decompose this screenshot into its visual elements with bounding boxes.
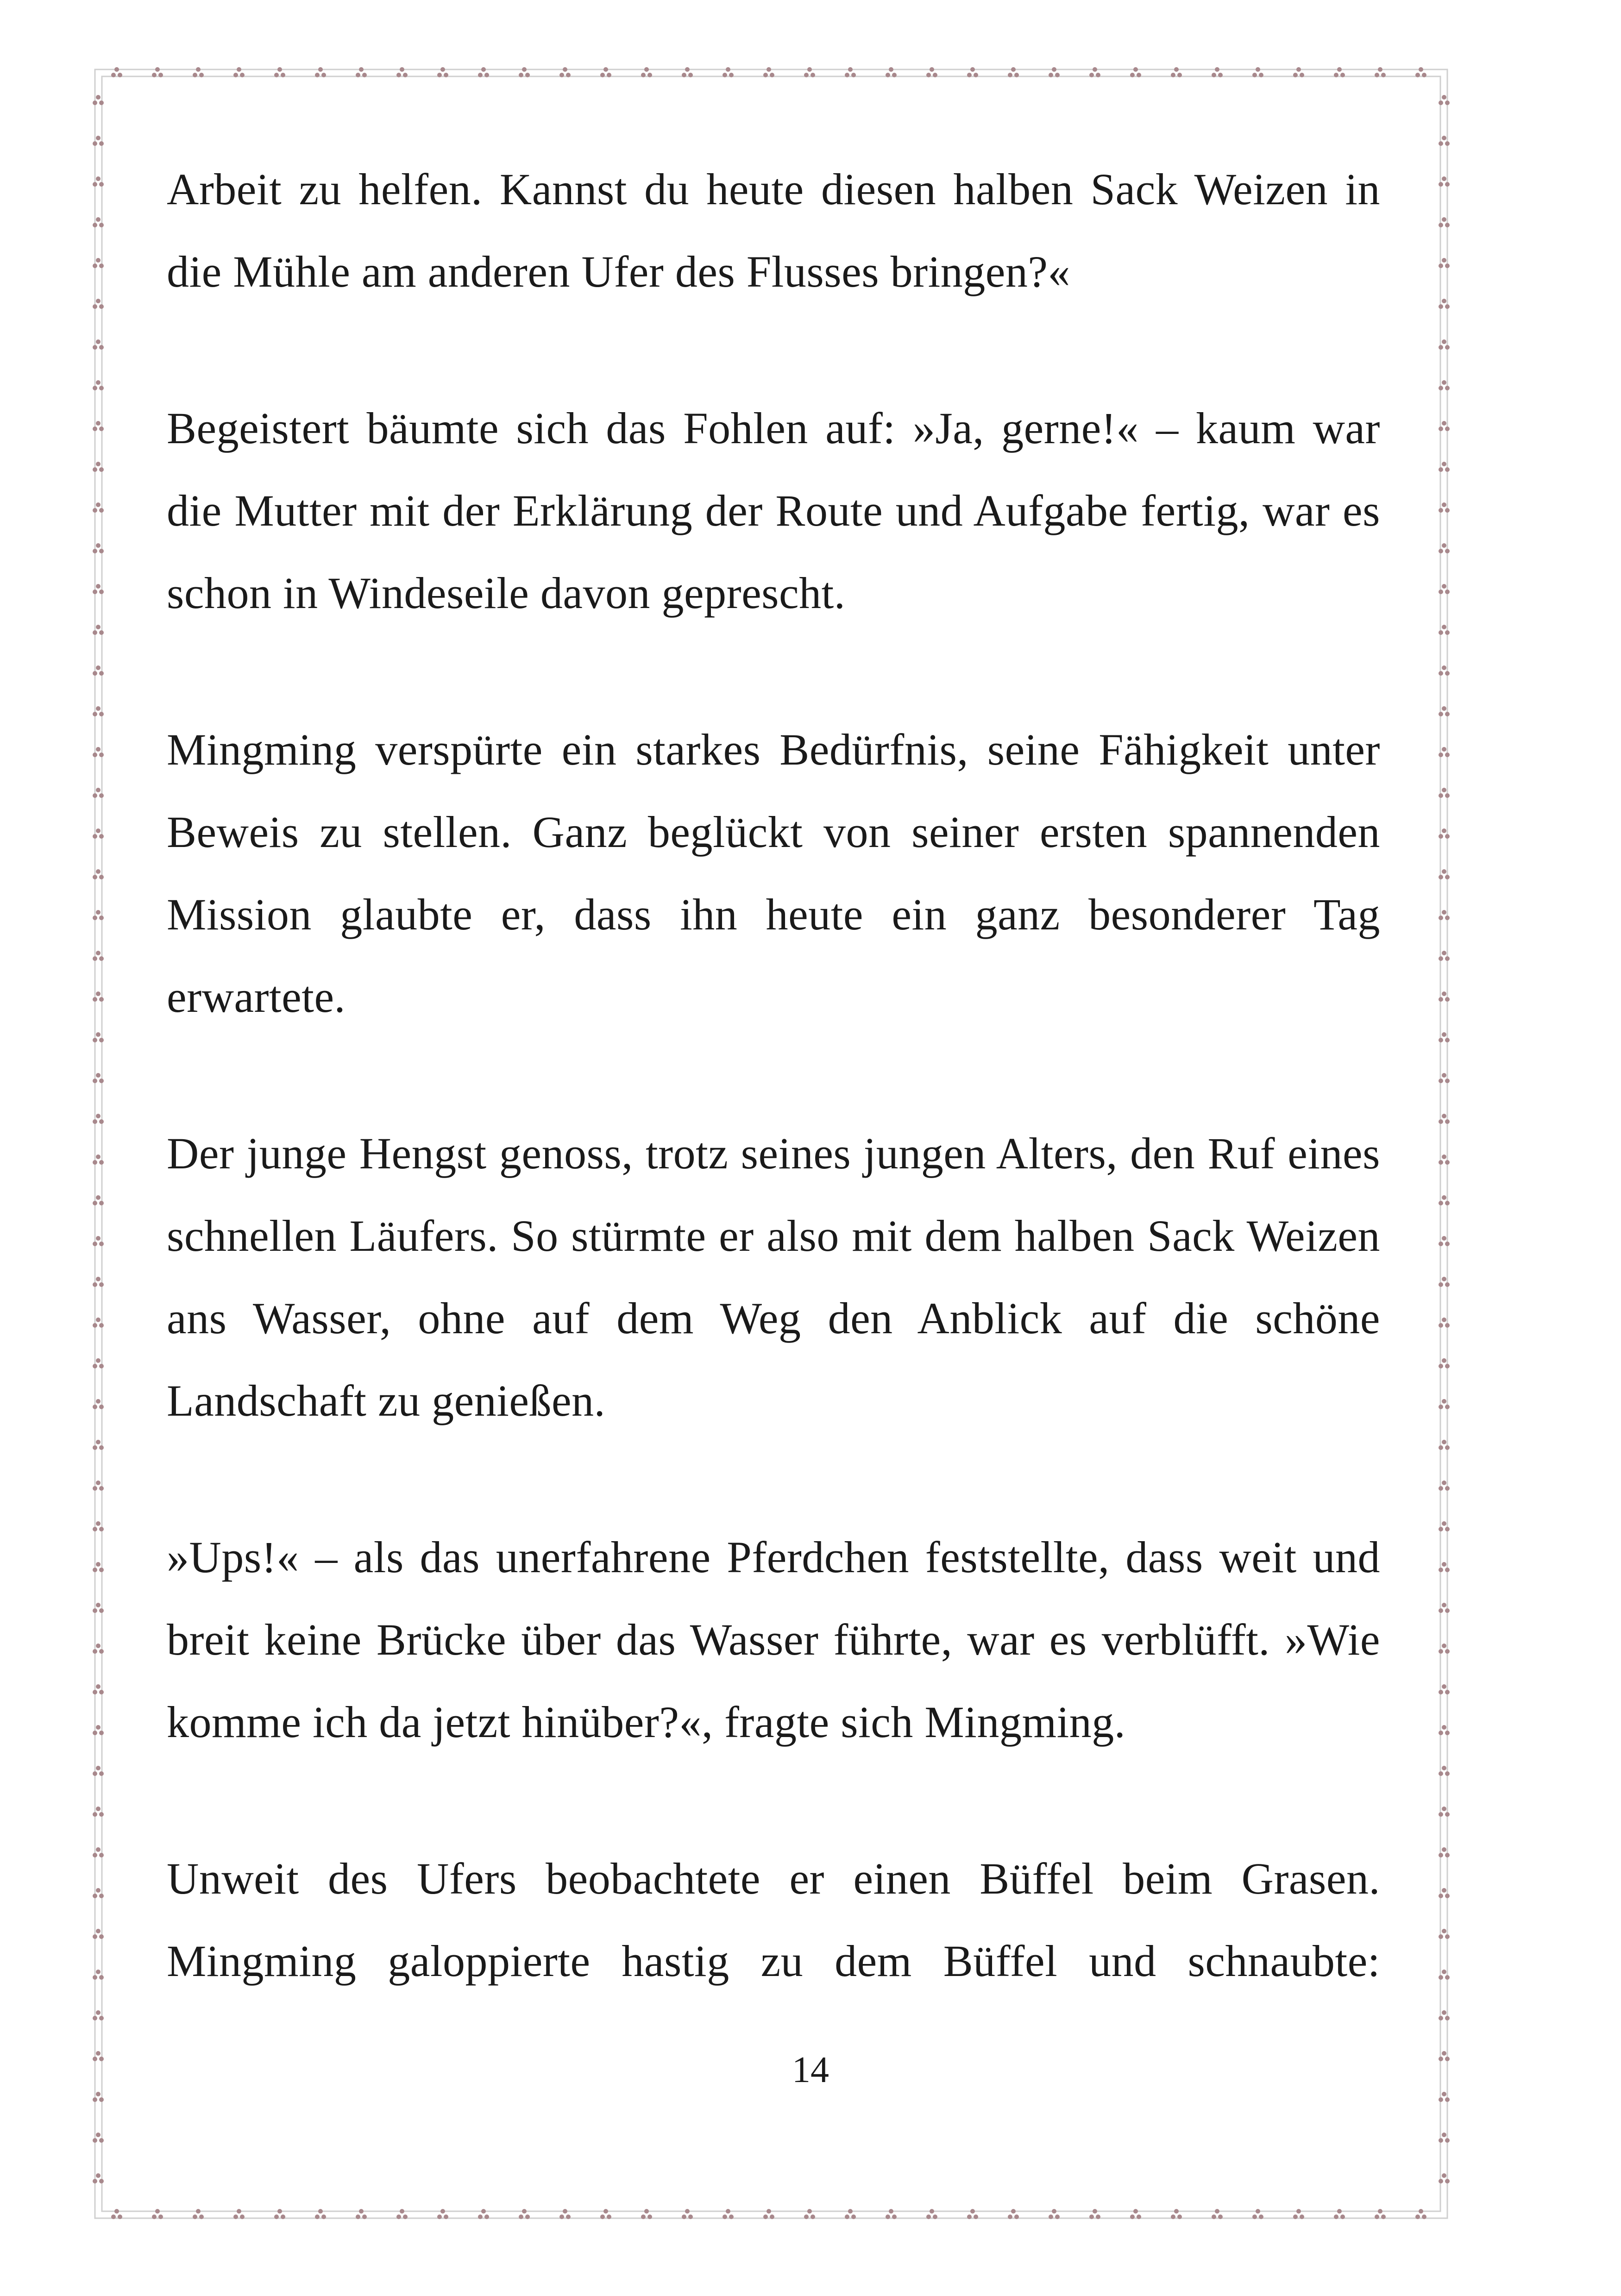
paragraph: »Ups!« – als das unerfahrene Pferdchen feststellte, dass weit und breit keine Brücke über das Wasser führte, war es verblüfft. »Wie komme ich da jetzt hinüber?«, fragte sich Mingming. xyxy=(167,1532,1380,1747)
paragraph: Der junge Hengst genoss, trotz seines jungen Alters, den Ruf eines schnellen Läufers. So stürmte er also mit dem halben Sack Weizen ans Wasser, ohne auf dem Weg den Anblick auf die schöne Landschaft zu genießen. xyxy=(167,1129,1380,1425)
page-number: 14 xyxy=(792,2050,829,2090)
paragraph: Begeistert bäumte sich das Fohlen auf: »Ja, gerne!« – kaum war die Mutter mit der Erklärung der Route und Aufgabe fertig, war es schon in Windeseile davon geprescht. xyxy=(167,403,1380,618)
story-text xyxy=(167,148,1380,2076)
paragraph: Unweit des Ufers beobachtete er einen Büffel beim Grasen. Mingming galoppierte hastig zu dem Büffel und schnaubte: xyxy=(167,1854,1380,1986)
paragraph: Mingming verspürte ein starkes Bedürfnis, seine Fähigkeit unter Beweis zu stellen. Ganz beglückt von seiner ersten spannenden Mission glaubte er, dass ihn heute ein ganz besonderer Tag erwartete. xyxy=(167,725,1380,1022)
paragraph: Arbeit zu helfen. Kannst du heute diesen halben Sack Weizen in die Mühle am anderen Ufer des Flusses bringen?« xyxy=(167,164,1380,296)
